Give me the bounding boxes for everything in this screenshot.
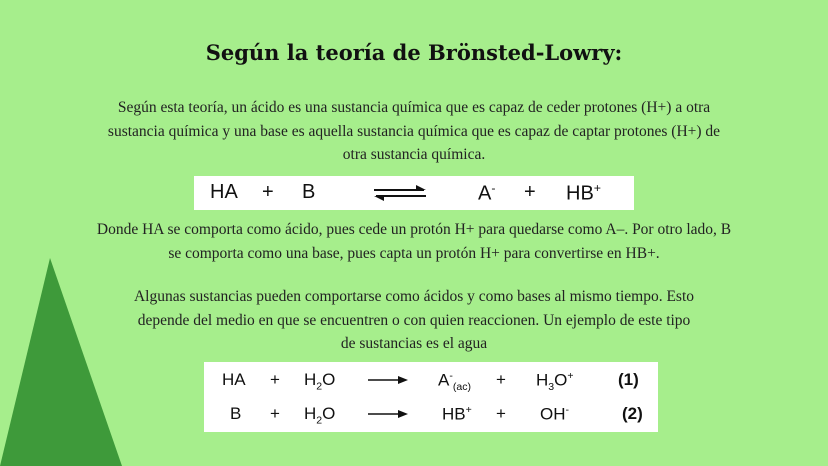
intro-line-2: sustancia química y una base es aquella sustancia química que es capaz de captar protones (H+) de <box>107 122 721 140</box>
equilibrium-arrow-icon <box>372 185 428 201</box>
page-title: Según la teoría de Brönsted-Lowry: <box>205 40 623 65</box>
row1-product-a: $A^-_{(ac)}$ <box>438 370 471 394</box>
row1-reactant-ha: HA <box>222 370 246 389</box>
row1-plus-1: + <box>270 370 280 389</box>
water-equations <box>204 362 658 432</box>
amphoteric-line-2: depende del medio en que se encuentren o con quien reaccionen. Un ejemplo de este tipo <box>137 311 691 329</box>
eq1-reactant-b: B <box>302 181 316 203</box>
eq1-product-hb: HB+ <box>566 181 602 205</box>
eq1-reactant-ha: HA <box>210 181 238 203</box>
explanation-line-1: Donde HA se comporta como ácido, pues cede un protón H+ para quedarse como A–. Por otro lado, B <box>96 221 732 238</box>
row2-plus-2: + <box>496 404 506 423</box>
intro-line-3: otra sustancia química. <box>342 146 486 163</box>
eq1-plus-2: + <box>524 181 536 203</box>
row2-hydroxide: OH- <box>540 404 570 424</box>
eq1-plus-1: + <box>262 181 274 203</box>
intro-paragraph <box>0 96 828 167</box>
eq1-product-a: A- <box>478 181 496 205</box>
amphoteric-line-3: de sustancias es el agua <box>340 335 488 352</box>
row1-arrow-icon <box>368 375 408 385</box>
explanation-paragraph <box>0 218 828 265</box>
row1-plus-2: + <box>496 370 506 389</box>
row2-water: $H_2O$ <box>304 404 336 427</box>
row2-reactant-b: B <box>230 404 242 423</box>
explanation-line-2: se comporta como una base, pues capta un protón H+ para convertirse en HB+. <box>168 244 660 262</box>
row1-water: $H_2O$ <box>304 370 336 393</box>
row2-product-hb: HB+ <box>442 404 472 424</box>
row2-number: (2) <box>622 404 643 423</box>
row1-hydronium: $H_3O^+$ <box>536 370 574 394</box>
row2-arrow-icon <box>368 409 408 419</box>
equilibrium-equation <box>194 176 634 210</box>
intro-line-1: Según esta teoría, un ácido es una sustancia química que es capaz de ceder protones (H+) a otra <box>117 99 711 116</box>
amphoteric-paragraph <box>0 285 828 356</box>
row1-number: (1) <box>618 370 639 389</box>
amphoteric-line-1: Algunas sustancias pueden comportarse como ácidos y como bases al mismo tiempo. Esto <box>133 288 695 305</box>
row2-plus-1: + <box>270 404 280 423</box>
